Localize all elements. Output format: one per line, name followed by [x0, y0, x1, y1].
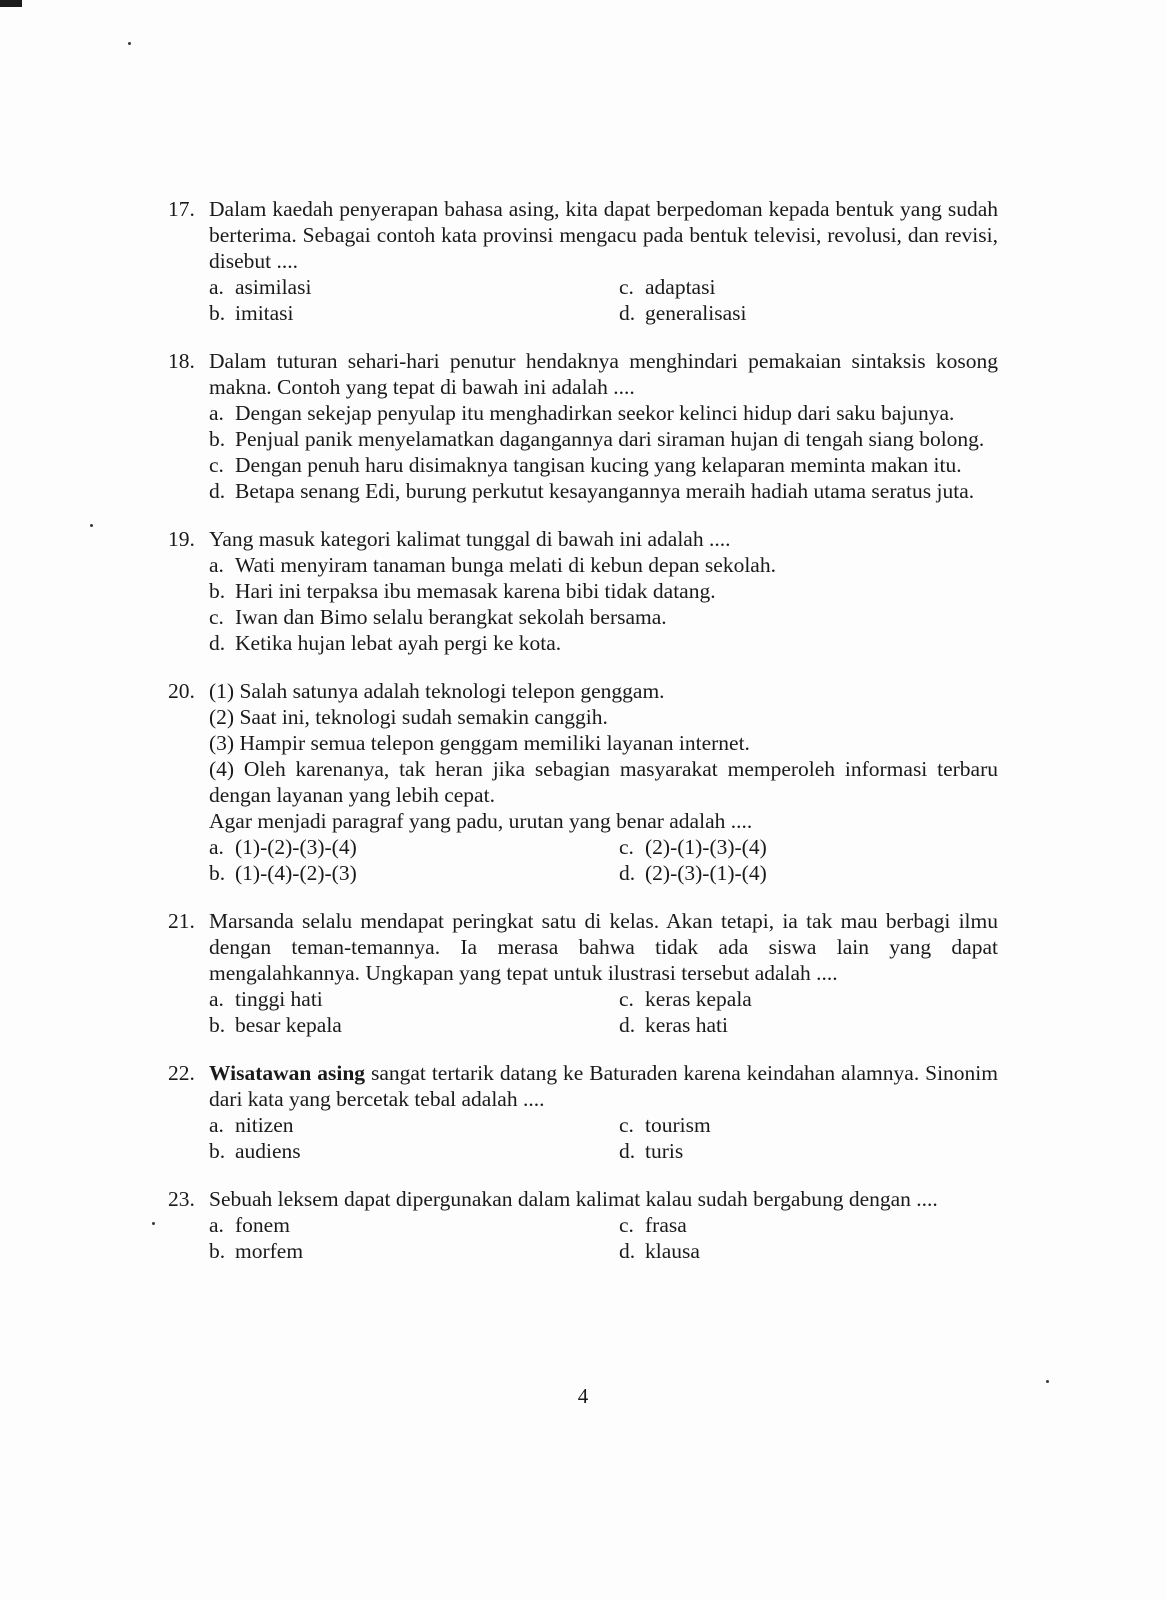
question-22: [168, 1060, 998, 1164]
question-number: 19.: [168, 527, 195, 551]
option-a[interactable]: [209, 552, 998, 578]
scan-speck: [90, 524, 93, 527]
option-text: nitizen: [235, 1113, 294, 1137]
option-text: tinggi hati: [235, 987, 323, 1011]
option-text: (1)-(4)-(2)-(3): [235, 861, 357, 885]
option-d[interactable]: [619, 1012, 998, 1038]
option-letter: b.: [209, 301, 226, 325]
option-b[interactable]: [209, 1012, 619, 1038]
question-text: Agar menjadi paragraf yang padu, urutan yang benar adalah ....: [209, 809, 753, 833]
option-text: asimilasi: [235, 275, 312, 299]
answer-options: [209, 400, 998, 504]
question-23: [168, 1186, 998, 1264]
option-a[interactable]: [209, 274, 619, 300]
option-text: keras hati: [645, 1013, 728, 1037]
option-b[interactable]: [209, 860, 619, 886]
statement-4: (4) Oleh karenanya, tak heran jika sebagian masyarakat memperoleh informasi terbaru dengan layanan yang lebih cepat.: [209, 757, 998, 807]
option-letter: c.: [619, 1113, 634, 1137]
option-text: (2)-(3)-(1)-(4): [645, 861, 767, 885]
option-text: Betapa senang Edi, burung perkutut kesayangannya meraih hadiah utama seratus juta.: [235, 479, 975, 503]
question-text: Marsanda selalu mendapat peringkat satu di kelas. Akan tetapi, ia tak mau berbagi ilmu dengan teman-temannya. Ia merasa bahwa tidak ada siswa lain yang dapat mengalahkannya. Ungkapan yang tepat untuk ilustrasi tersebut adalah ....: [209, 909, 998, 985]
option-text: Dengan sekejap penyulap itu menghadirkan seekor kelinci hidup dari saku bajunya.: [235, 401, 955, 425]
option-text: Iwan dan Bimo selalu berangkat sekolah bersama.: [235, 605, 667, 629]
option-b[interactable]: [209, 1138, 619, 1164]
question-20: [168, 678, 998, 886]
option-text: imitasi: [235, 301, 294, 325]
question-number: 22.: [168, 1061, 195, 1085]
statement-2: (2) Saat ini, teknologi sudah semakin canggih.: [209, 705, 608, 729]
option-b[interactable]: [209, 578, 998, 604]
option-letter: d.: [619, 861, 636, 885]
option-letter: a.: [209, 1113, 224, 1137]
option-letter: b.: [209, 1139, 226, 1163]
option-c[interactable]: [619, 834, 998, 860]
option-b[interactable]: [209, 300, 619, 326]
option-d[interactable]: [619, 1138, 998, 1164]
option-text: (1)-(2)-(3)-(4): [235, 835, 357, 859]
option-letter: d.: [619, 301, 636, 325]
option-letter: c.: [619, 835, 634, 859]
option-text: adaptasi: [645, 275, 716, 299]
option-b[interactable]: [209, 426, 998, 452]
option-d[interactable]: [209, 630, 998, 656]
option-d[interactable]: [619, 1238, 998, 1264]
option-text: tourism: [645, 1113, 711, 1137]
scan-corner-mark: [0, 0, 22, 7]
option-text: generalisasi: [645, 301, 747, 325]
answer-options: [209, 552, 998, 656]
option-text: klausa: [645, 1239, 700, 1263]
page-number: 4: [577, 1384, 589, 1408]
question-text: Dalam tuturan sehari-hari penutur hendaknya menghindari pemakaian sintaksis kosong makna. Contoh yang tepat di bawah ini adalah ....: [209, 349, 998, 399]
question-number: 20.: [168, 679, 195, 703]
question-number: 23.: [168, 1187, 195, 1211]
answer-options: [209, 274, 998, 326]
question-19: [168, 526, 998, 656]
option-text: Penjual panik menyelamatkan dagangannya dari siraman hujan di tengah siang bolong.: [235, 427, 985, 451]
option-c[interactable]: [209, 604, 998, 630]
option-letter: b.: [209, 579, 226, 603]
answer-options: [209, 834, 998, 886]
option-letter: a.: [209, 553, 224, 577]
option-a[interactable]: [209, 400, 998, 426]
option-a[interactable]: [209, 1112, 619, 1138]
option-letter: b.: [209, 1239, 226, 1263]
option-text: turis: [645, 1139, 684, 1163]
option-letter: b.: [209, 1013, 226, 1037]
option-c[interactable]: [619, 986, 998, 1012]
question-17: [168, 196, 998, 326]
option-b[interactable]: [209, 1238, 619, 1264]
option-letter: c.: [619, 1213, 634, 1237]
option-letter: b.: [209, 427, 226, 451]
option-text: Dengan penuh haru disimaknya tangisan kucing yang kelaparan meminta makan itu.: [235, 453, 962, 477]
question-18: [168, 348, 998, 504]
option-text: Ketika hujan lebat ayah pergi ke kota.: [235, 631, 562, 655]
question-text: Yang masuk kategori kalimat tunggal di bawah ini adalah ....: [209, 527, 731, 551]
answer-options: [209, 986, 998, 1038]
statement-3: (3) Hampir semua telepon genggam memiliki layanan internet.: [209, 731, 750, 755]
option-a[interactable]: [209, 1212, 619, 1238]
bold-term: Wisatawan asing: [209, 1061, 366, 1085]
option-letter: a.: [209, 835, 224, 859]
option-text: Wati menyiram tanaman bunga melati di kebun depan sekolah.: [235, 553, 776, 577]
option-text: morfem: [235, 1239, 304, 1263]
option-c[interactable]: [619, 1212, 998, 1238]
question-21: [168, 908, 998, 1038]
option-letter: c.: [209, 605, 224, 629]
option-letter: d.: [209, 631, 226, 655]
option-a[interactable]: [209, 986, 619, 1012]
answer-options: [209, 1212, 998, 1264]
scan-speck: [128, 42, 131, 45]
option-d[interactable]: [209, 478, 998, 504]
option-letter: a.: [209, 275, 224, 299]
statement-1: (1) Salah satunya adalah teknologi telepon genggam.: [209, 679, 665, 703]
option-d[interactable]: [619, 860, 998, 886]
option-c[interactable]: [619, 274, 998, 300]
option-text: audiens: [235, 1139, 301, 1163]
option-text: keras kepala: [645, 987, 752, 1011]
option-letter: c.: [619, 275, 634, 299]
option-letter: a.: [209, 1213, 224, 1237]
option-text: (2)-(1)-(3)-(4): [645, 835, 767, 859]
option-letter: b.: [209, 861, 226, 885]
exam-questions: [168, 196, 998, 1264]
option-letter: a.: [209, 987, 224, 1011]
option-letter: a.: [209, 401, 224, 425]
option-letter: d.: [619, 1239, 636, 1263]
option-letter: d.: [619, 1013, 636, 1037]
question-number: 18.: [168, 349, 195, 373]
question-text-rest: sangat tertarik datang ke Baturaden karena keindahan alamnya. Sinonim dari kata yang bercetak tebal adalah ....: [209, 1061, 998, 1111]
option-text: Hari ini terpaksa ibu memasak karena bibi tidak datang.: [235, 579, 716, 603]
option-letter: c.: [619, 987, 634, 1011]
scan-speck: [152, 1222, 155, 1225]
option-letter: d.: [209, 479, 226, 503]
question-text: Dalam kaedah penyerapan bahasa asing, kita dapat berpedoman kepada bentuk yang sudah berterima. Sebagai contoh kata provinsi mengacu pada bentuk televisi, revolusi, dan revisi, disebut ....: [209, 197, 998, 273]
question-text: [209, 1060, 998, 1112]
question-number: 17.: [168, 197, 195, 221]
option-c[interactable]: [619, 1112, 998, 1138]
option-letter: d.: [619, 1139, 636, 1163]
option-d[interactable]: [619, 300, 998, 326]
option-text: frasa: [645, 1213, 687, 1237]
option-c[interactable]: [209, 452, 998, 478]
question-text: Sebuah leksem dapat dipergunakan dalam kalimat kalau sudah bergabung dengan ....: [209, 1187, 938, 1211]
option-letter: c.: [209, 453, 224, 477]
question-number: 21.: [168, 909, 195, 933]
option-text: besar kepala: [235, 1013, 342, 1037]
answer-options: [209, 1112, 998, 1164]
option-text: fonem: [235, 1213, 290, 1237]
scan-speck: [1046, 1380, 1049, 1383]
option-a[interactable]: [209, 834, 619, 860]
